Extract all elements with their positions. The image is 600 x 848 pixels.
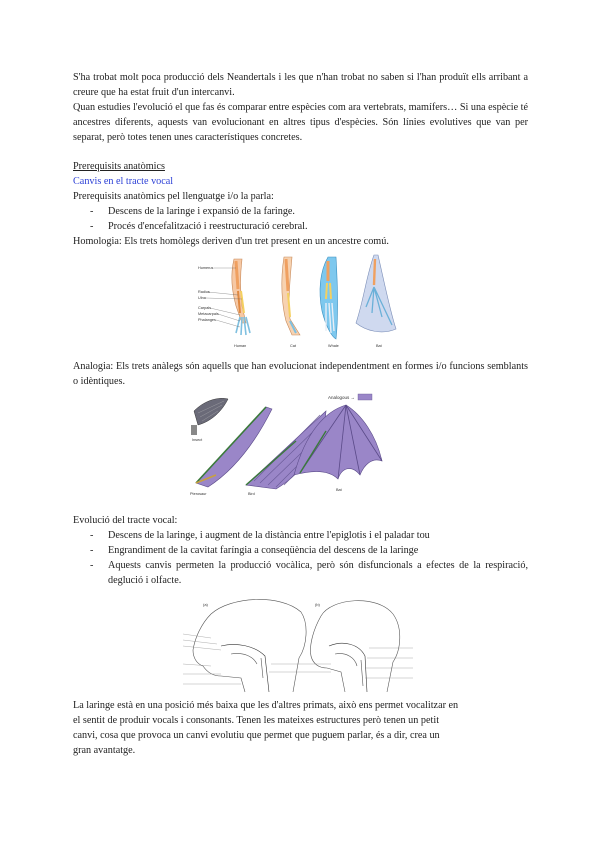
prerequisites-intro: Prerequisits anatòmics pel llenguatge i/o la parla: (73, 191, 274, 202)
list-item: - Descens de la laringe, i augment de la distància entre l'epiglotis i el paladar tou (90, 528, 528, 543)
svg-text:Analogous →: Analogous → (327, 395, 355, 400)
bone-label: Carpals (197, 306, 211, 310)
bone-label: Humerus (197, 266, 213, 270)
section-subheading: Canvis en el tracte vocal (73, 176, 174, 187)
skull-outline (211, 599, 306, 692)
conclusion-line: canvi, cosa que provoca un canvi evolutiu que permet que puguem parlar, és a dir, crea un (73, 730, 440, 741)
bone-label: Phalanges (197, 318, 216, 322)
species-caption: Bat (375, 344, 382, 348)
section-heading: Prerequisits anatòmics (73, 161, 165, 172)
skull-outline (321, 601, 400, 692)
panel-label: (a) (202, 602, 208, 607)
human-arm-illustration (231, 259, 249, 335)
list-item: - Engrandiment de la cavitat faríngia a conseqüència del descens de la laringe (90, 543, 528, 558)
list-item: - Procés d'encefalització i reestructuració cerebral. (90, 219, 528, 234)
species-caption: Insect (191, 438, 202, 442)
panel-label: (b) (314, 602, 320, 607)
insect-wing-illustration (191, 398, 228, 435)
bone-label: Metacarpals (197, 312, 219, 316)
vocal-heading: Evolució del tracte vocal: (73, 515, 178, 526)
cat-leg-illustration (281, 257, 299, 335)
document-page (73, 70, 528, 758)
intro-paragraph-1: S'ha trobat molt poca producció dels Neandertals i les que n'han trobat no saben si l'han produït ells arribant a creure que ha estat fruit d'un intercanvi. (73, 72, 528, 98)
species-caption: Whale (327, 344, 339, 348)
list-item: - Descens de la laringe i expansió de la faringe. (90, 204, 528, 219)
bone-label: Radius (197, 290, 210, 294)
conclusion-line: La laringe està en una posició més baixa que les d'altres primats, això ens permet vocalitzar en (73, 700, 459, 711)
species-caption: Pterosaur (189, 492, 206, 496)
species-caption: Bird (247, 492, 255, 496)
conclusion-line: el sentit de produir vocals i consonants. Tenen les mateixes estructures però tenen un petit (73, 715, 440, 726)
species-caption: Bat (335, 488, 342, 492)
analogy-text: Analogia: Els trets anàlegs són aquells que han evolucionat independentment en formes i/o funcions semblants o idèntiques. (73, 361, 528, 387)
legend (328, 394, 372, 400)
bat-wing-illustration (356, 255, 396, 332)
bat-wing-illustration (294, 405, 382, 479)
homology-text: Homologia: Els trets homòlegs deriven d'un tret present en un ancestre comú. (73, 236, 389, 247)
face-outline (193, 614, 245, 692)
homology-figure (196, 251, 406, 351)
vocal-list (73, 528, 528, 588)
bone-label: Ulna (197, 296, 206, 300)
intro-paragraph-2: Quan estudies l'evolució el que fas és comparar entre espècies com ara vertebrats, mamífers… Si una espècie té ancestres diferents, aquests van evolucionant en altres tipus d'espècies. Són línies evolutives que van per separat, però totes tenen unes característiques concretes. (73, 102, 528, 143)
face-outline (310, 616, 345, 692)
conclusion-line: gran avantatge. (73, 745, 136, 756)
species-caption: Human (233, 344, 246, 348)
prerequisites-list (73, 204, 528, 234)
analogy-figure (176, 391, 426, 501)
whale-flipper-illustration (320, 257, 338, 339)
species-caption: Cat (289, 344, 296, 348)
list-item: - Aquests canvis permeten la producció vocàlica, però són disfuncionals a efectes de la respiració, deglució i olfacte. (90, 558, 528, 588)
conclusion-paragraph (73, 698, 528, 758)
vocal-tract-figure (181, 594, 421, 694)
